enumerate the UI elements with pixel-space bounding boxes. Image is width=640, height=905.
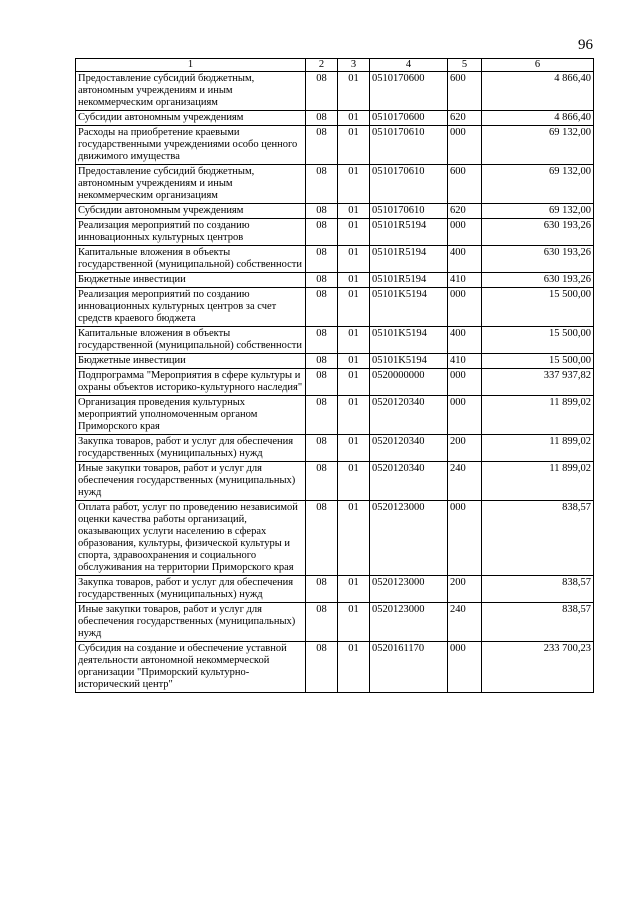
subsection-cell: 01 (338, 642, 370, 693)
section-cell: 08 (306, 288, 338, 327)
section-cell: 08 (306, 72, 338, 111)
section-cell: 08 (306, 501, 338, 576)
header-cell: 4 (370, 59, 448, 72)
target-article-cell: 0520161170 (370, 642, 448, 693)
amount-cell: 4 866,40 (482, 72, 594, 111)
section-cell: 08 (306, 354, 338, 369)
row-name-cell: Расходы на приобретение краевыми государственными учреждениями особо ценного движимого имущества (76, 126, 306, 165)
target-article-cell: 0520120340 (370, 396, 448, 435)
amount-cell: 337 937,82 (482, 369, 594, 396)
row-name-cell: Подпрограмма "Мероприятия в сфере культуры и охраны объектов историко-культурного наследия" (76, 369, 306, 396)
target-article-cell: 0520123000 (370, 603, 448, 642)
row-name-cell: Реализация мероприятий по созданию инновационных культурных центров (76, 219, 306, 246)
table-row (76, 462, 594, 501)
expense-type-cell: 200 (448, 576, 482, 603)
expense-type-cell: 000 (448, 288, 482, 327)
section-cell: 08 (306, 165, 338, 204)
subsection-cell: 01 (338, 603, 370, 642)
target-article-cell: 0510170610 (370, 204, 448, 219)
expense-type-cell: 240 (448, 603, 482, 642)
amount-cell: 15 500,00 (482, 327, 594, 354)
table-row (76, 369, 594, 396)
row-name-cell: Организация проведения культурных мероприятий уполномоченным органом Приморского края (76, 396, 306, 435)
expense-type-cell: 000 (448, 369, 482, 396)
target-article-cell: 05101R5194 (370, 273, 448, 288)
header-cell: 3 (338, 59, 370, 72)
subsection-cell: 01 (338, 576, 370, 603)
expense-type-cell: 200 (448, 435, 482, 462)
amount-cell: 233 700,23 (482, 642, 594, 693)
subsection-cell: 01 (338, 288, 370, 327)
header-cell: 1 (76, 59, 306, 72)
target-article-cell: 0510170600 (370, 72, 448, 111)
table-row (76, 327, 594, 354)
row-name-cell: Оплата работ, услуг по проведению независимой оценки качества работы организаций, оказывающих услуги населению в сферах образования, культуры, физической культуры и спорта, здравоохранения и социального обслуживания на территории Приморского края (76, 501, 306, 576)
table-row (76, 642, 594, 693)
target-article-cell: 0520123000 (370, 576, 448, 603)
amount-cell: 838,57 (482, 576, 594, 603)
section-cell: 08 (306, 246, 338, 273)
header-cell: 5 (448, 59, 482, 72)
target-article-cell: 0510170610 (370, 165, 448, 204)
section-cell: 08 (306, 435, 338, 462)
table-row (76, 396, 594, 435)
target-article-cell: 05101K5194 (370, 288, 448, 327)
target-article-cell: 0510170600 (370, 111, 448, 126)
expense-type-cell: 620 (448, 204, 482, 219)
header-cell: 6 (482, 59, 594, 72)
table-row (76, 501, 594, 576)
target-article-cell: 0520000000 (370, 369, 448, 396)
amount-cell: 4 866,40 (482, 111, 594, 126)
row-name-cell: Капитальные вложения в объекты государственной (муниципальной) собственности (76, 246, 306, 273)
row-name-cell: Предоставление субсидий бюджетным, автономным учреждениям и иным некоммерческим организациям (76, 165, 306, 204)
row-name-cell: Субсидии автономным учреждениям (76, 204, 306, 219)
section-cell: 08 (306, 369, 338, 396)
subsection-cell: 01 (338, 111, 370, 126)
row-name-cell: Капитальные вложения в объекты государственной (муниципальной) собственности (76, 327, 306, 354)
table-row (76, 72, 594, 111)
target-article-cell: 05101K5194 (370, 354, 448, 369)
target-article-cell: 0520123000 (370, 501, 448, 576)
amount-cell: 11 899,02 (482, 396, 594, 435)
row-name-cell: Закупка товаров, работ и услуг для обеспечения государственных (муниципальных) нужд (76, 576, 306, 603)
table-row (76, 354, 594, 369)
amount-cell: 630 193,26 (482, 246, 594, 273)
expense-type-cell: 620 (448, 111, 482, 126)
subsection-cell: 01 (338, 126, 370, 165)
subsection-cell: 01 (338, 369, 370, 396)
expense-type-cell: 600 (448, 72, 482, 111)
table-row (76, 576, 594, 603)
subsection-cell: 01 (338, 396, 370, 435)
header-row (76, 59, 594, 72)
table-row (76, 435, 594, 462)
amount-cell: 15 500,00 (482, 288, 594, 327)
subsection-cell: 01 (338, 462, 370, 501)
expense-type-cell: 410 (448, 354, 482, 369)
expense-type-cell: 400 (448, 246, 482, 273)
expense-type-cell: 410 (448, 273, 482, 288)
subsection-cell: 01 (338, 72, 370, 111)
target-article-cell: 0520120340 (370, 435, 448, 462)
table-row (76, 603, 594, 642)
expense-type-cell: 000 (448, 642, 482, 693)
section-cell: 08 (306, 327, 338, 354)
table-row (76, 273, 594, 288)
subsection-cell: 01 (338, 354, 370, 369)
amount-cell: 630 193,26 (482, 219, 594, 246)
expense-type-cell: 400 (448, 327, 482, 354)
section-cell: 08 (306, 204, 338, 219)
row-name-cell: Предоставление субсидий бюджетным, автономным учреждениям и иным некоммерческим организациям (76, 72, 306, 111)
expense-type-cell: 000 (448, 126, 482, 165)
target-article-cell: 0510170610 (370, 126, 448, 165)
subsection-cell: 01 (338, 501, 370, 576)
section-cell: 08 (306, 396, 338, 435)
table-row (76, 219, 594, 246)
amount-cell: 69 132,00 (482, 165, 594, 204)
table-row (76, 246, 594, 273)
section-cell: 08 (306, 462, 338, 501)
section-cell: 08 (306, 603, 338, 642)
table-row (76, 111, 594, 126)
subsection-cell: 01 (338, 435, 370, 462)
target-article-cell: 05101K5194 (370, 327, 448, 354)
page-number: 96 (578, 37, 593, 53)
row-name-cell: Субсидии автономным учреждениям (76, 111, 306, 126)
budget-table (75, 58, 594, 693)
subsection-cell: 01 (338, 219, 370, 246)
amount-cell: 838,57 (482, 603, 594, 642)
subsection-cell: 01 (338, 246, 370, 273)
amount-cell: 11 899,02 (482, 435, 594, 462)
expense-type-cell: 000 (448, 501, 482, 576)
section-cell: 08 (306, 111, 338, 126)
table-row (76, 165, 594, 204)
section-cell: 08 (306, 219, 338, 246)
subsection-cell: 01 (338, 273, 370, 288)
section-cell: 08 (306, 576, 338, 603)
table-row (76, 288, 594, 327)
table-row (76, 204, 594, 219)
expense-type-cell: 600 (448, 165, 482, 204)
amount-cell: 69 132,00 (482, 204, 594, 219)
section-cell: 08 (306, 126, 338, 165)
target-article-cell: 05101R5194 (370, 246, 448, 273)
amount-cell: 11 899,02 (482, 462, 594, 501)
row-name-cell: Бюджетные инвестиции (76, 354, 306, 369)
target-article-cell: 05101R5194 (370, 219, 448, 246)
expense-type-cell: 000 (448, 396, 482, 435)
amount-cell: 15 500,00 (482, 354, 594, 369)
amount-cell: 69 132,00 (482, 126, 594, 165)
row-name-cell: Реализация мероприятий по созданию инновационных культурных центров за счет средств краевого бюджета (76, 288, 306, 327)
section-cell: 08 (306, 273, 338, 288)
header-cell: 2 (306, 59, 338, 72)
amount-cell: 838,57 (482, 501, 594, 576)
subsection-cell: 01 (338, 204, 370, 219)
amount-cell: 630 193,26 (482, 273, 594, 288)
subsection-cell: 01 (338, 165, 370, 204)
row-name-cell: Иные закупки товаров, работ и услуг для обеспечения государственных (муниципальных) нужд (76, 603, 306, 642)
subsection-cell: 01 (338, 327, 370, 354)
row-name-cell: Субсидия на создание и обеспечение уставной деятельности автономной некоммерческой организации "Приморский культурно-исторический центр" (76, 642, 306, 693)
row-name-cell: Иные закупки товаров, работ и услуг для обеспечения государственных (муниципальных) нужд (76, 462, 306, 501)
row-name-cell: Закупка товаров, работ и услуг для обеспечения государственных (муниципальных) нужд (76, 435, 306, 462)
row-name-cell: Бюджетные инвестиции (76, 273, 306, 288)
table-row (76, 126, 594, 165)
section-cell: 08 (306, 642, 338, 693)
expense-type-cell: 000 (448, 219, 482, 246)
expense-type-cell: 240 (448, 462, 482, 501)
target-article-cell: 0520120340 (370, 462, 448, 501)
